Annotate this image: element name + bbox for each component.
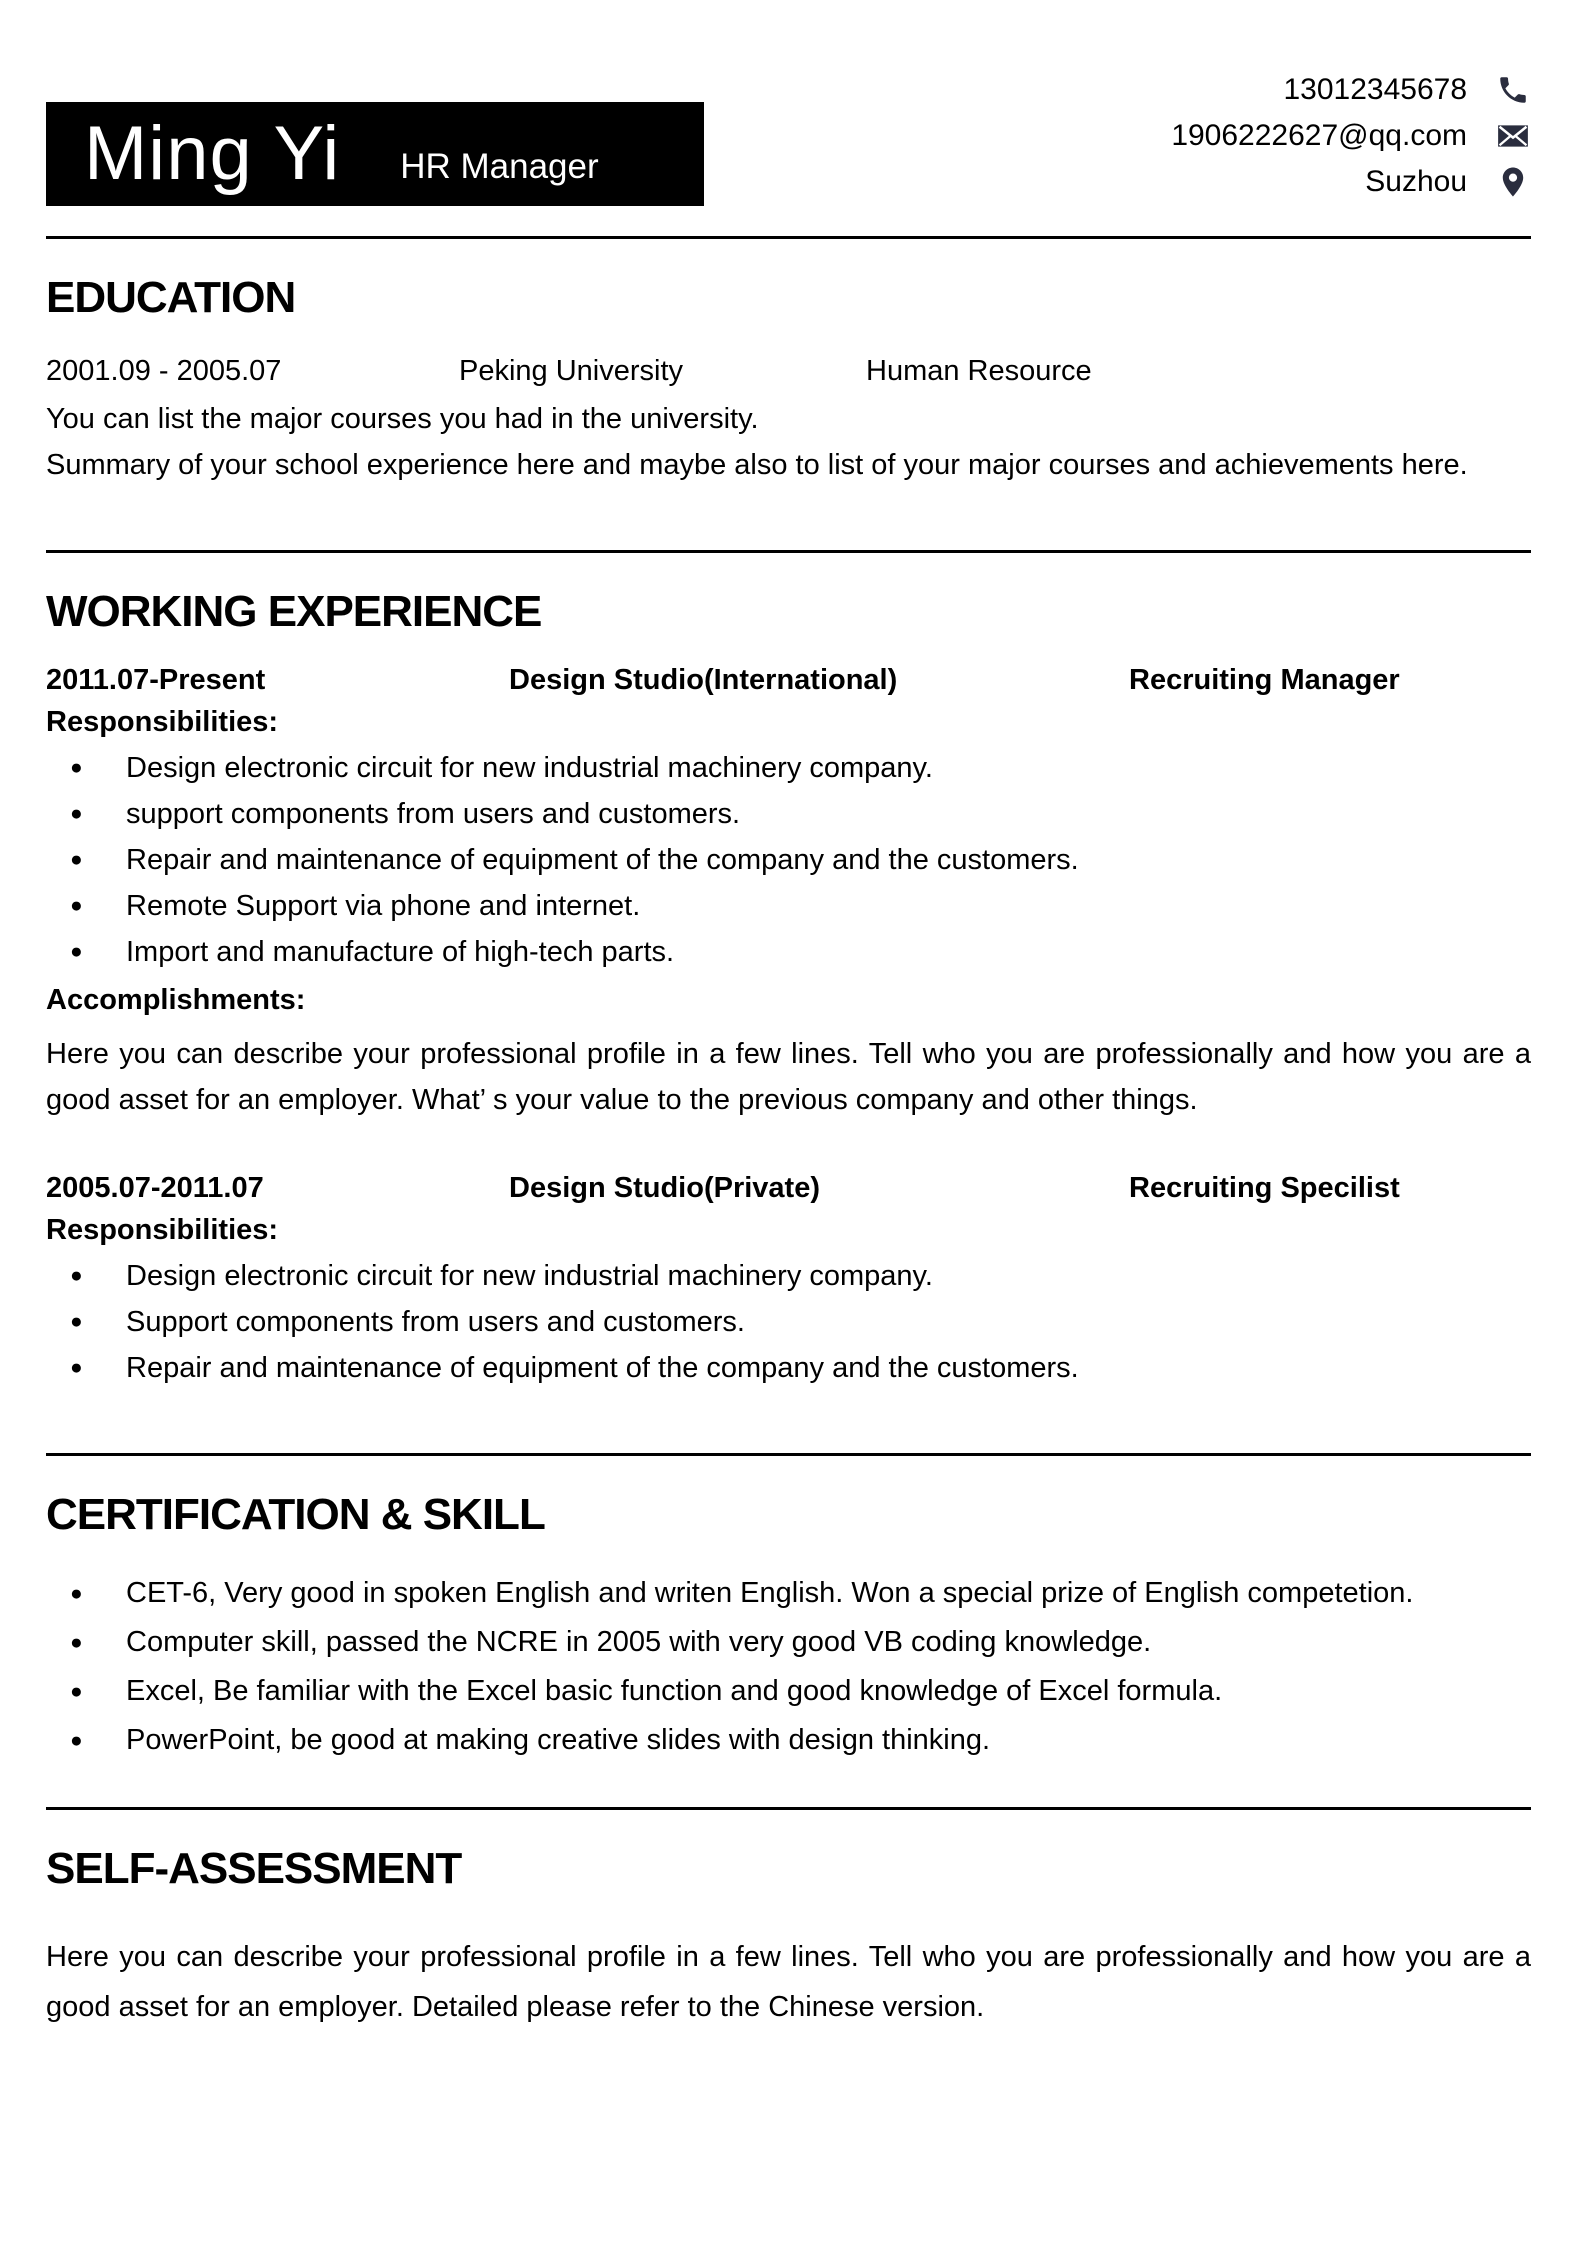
certification-heading: CERTIFICATION & SKILL — [46, 1490, 545, 1540]
divider — [46, 236, 1531, 239]
location-pin-icon — [1495, 164, 1531, 200]
education-heading: EDUCATION — [46, 273, 296, 322]
candidate-name: Ming Yi — [84, 111, 341, 196]
job-title: Recruiting Manager — [1129, 664, 1400, 697]
list-item: ● Computer skill, passed the NCRE in 2005 with very good VB coding knowledge. — [46, 1618, 1531, 1667]
list-item: ● CET-6, Very good in spoken English and writen English. Won a special prize of English competetion. — [46, 1569, 1531, 1618]
job-company: Design Studio(Private) — [509, 1172, 820, 1205]
list-item: ● Support components from users and customers. — [46, 1299, 1531, 1345]
list-item: ● support components from users and customers. — [46, 791, 1531, 837]
section-working-experience — [46, 587, 1531, 1392]
job-entry-2 — [46, 1171, 1531, 1391]
candidate-job-title: HR Manager — [400, 147, 599, 186]
job-period: 2005.07-2011.07 — [46, 1172, 264, 1205]
divider — [46, 1807, 1531, 1810]
section-self-assessment — [46, 1844, 1531, 2033]
job-title: Recruiting Specilist — [1129, 1172, 1400, 1205]
list-item: ● Design electronic circuit for new industrial machinery company. — [46, 745, 1531, 791]
list-item: ● Repair and maintenance of equipment of the company and the customers. — [46, 837, 1531, 883]
divider — [46, 1453, 1531, 1456]
responsibilities-list — [46, 1253, 1531, 1391]
education-period: 2001.09 - 2005.07 — [46, 354, 282, 387]
email-address: 1906222627@qq.com — [1171, 119, 1467, 152]
contact-location-row — [1365, 162, 1531, 202]
list-item: ● Remote Support via phone and internet. — [46, 883, 1531, 929]
self-assessment-text: Here you can describe your professional profile in a few lines. Tell who you are professionally and how you are a good asset for an employer. Detailed please refer to the Chinese version. — [46, 1941, 1531, 2024]
education-major: Human Resource — [866, 354, 1092, 387]
phone-icon — [1495, 72, 1531, 108]
list-item: ● Design electronic circuit for new industrial machinery company. — [46, 1253, 1531, 1299]
education-school: Peking University — [459, 354, 684, 387]
header — [46, 0, 1531, 206]
list-item: ● Import and manufacture of high-tech parts. — [46, 929, 1531, 975]
list-item: ● Excel, Be familiar with the Excel basic function and good knowledge of Excel formula. — [46, 1667, 1531, 1716]
accomplishments-text: Here you can describe your professional profile in a few lines. Tell who you are professionally and how you are a good asset for an employer. What’ s your value to the previous company and other things. — [46, 1038, 1531, 1117]
job-header-row — [46, 1171, 1531, 1205]
certification-list — [46, 1569, 1531, 1765]
job-header-row — [46, 663, 1531, 697]
section-certification-skill — [46, 1490, 1531, 1765]
contact-phone-row — [1283, 70, 1531, 110]
job-company: Design Studio(International) — [509, 664, 898, 697]
education-entry — [46, 354, 1531, 388]
working-experience-heading: WORKING EXPERIENCE — [46, 586, 542, 636]
job-entry-1 — [46, 663, 1531, 1123]
accomplishments-label: Accomplishments: — [46, 984, 306, 1017]
education-summary: Summary of your school experience here and maybe also to list of your major courses and achievements here. — [46, 448, 1468, 481]
list-item: ● Repair and maintenance of equipment of the company and the customers. — [46, 1345, 1531, 1391]
job-period: 2011.07-Present — [46, 664, 266, 697]
responsibilities-list — [46, 745, 1531, 975]
contact-info — [1171, 70, 1531, 202]
divider — [46, 550, 1531, 553]
self-assessment-heading: SELF-ASSESSMENT — [46, 1843, 462, 1893]
education-note: You can list the major courses you had in the university. — [46, 402, 759, 435]
responsibilities-label: Responsibilities: — [46, 706, 279, 739]
section-education — [46, 273, 1531, 488]
list-item: ● PowerPoint, be good at making creative slides with design thinking. — [46, 1716, 1531, 1765]
responsibilities-label: Responsibilities: — [46, 1214, 279, 1247]
location-text: Suzhou — [1365, 165, 1467, 198]
mail-icon — [1495, 118, 1531, 154]
contact-email-row — [1171, 116, 1531, 156]
name-banner — [46, 102, 704, 206]
phone-number: 13012345678 — [1283, 73, 1467, 106]
